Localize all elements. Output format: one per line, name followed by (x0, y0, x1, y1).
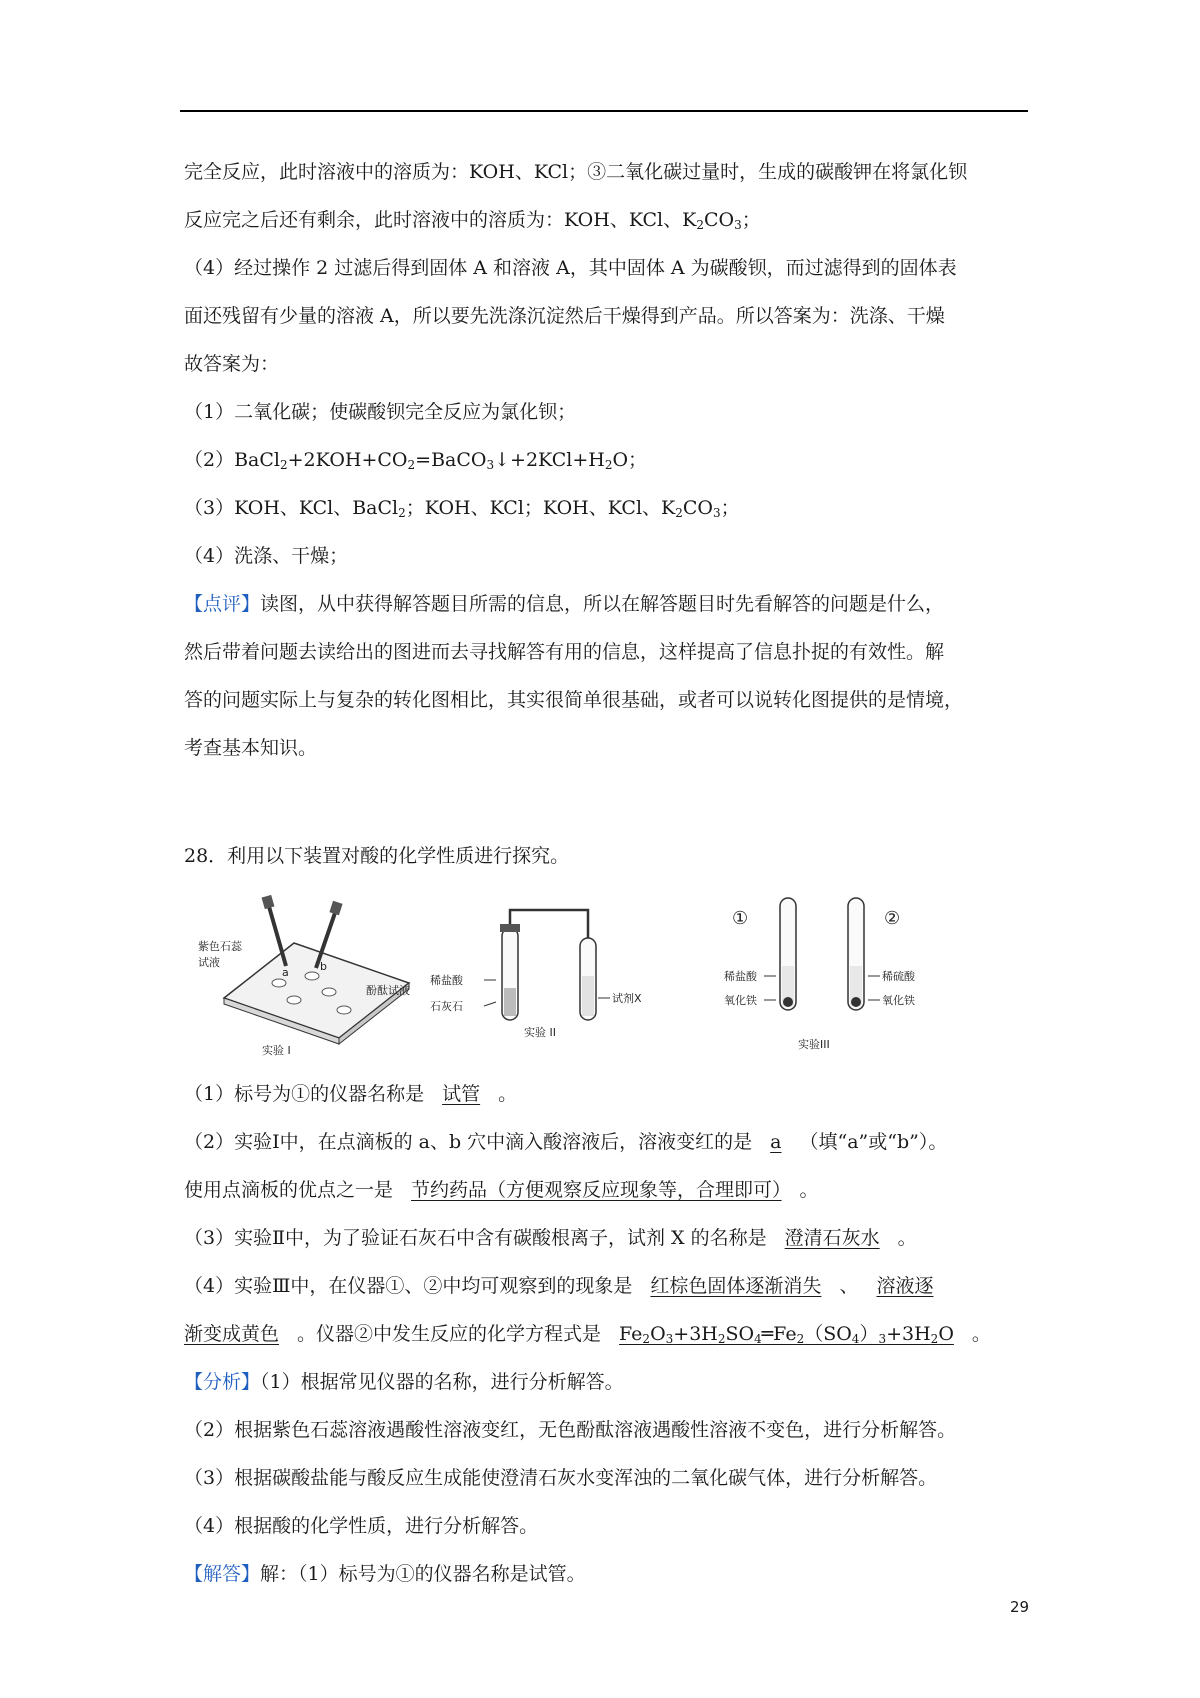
svg-text:实验 II: 实验 II (524, 1026, 556, 1039)
answer-line: （4）实验Ⅲ中，在仪器①、②中均可观察到的现象是 红棕色固体逐渐消失 、 溶液逐 (184, 1275, 934, 1297)
text-line: 完全反应，此时溶液中的溶质为：KOH、KCl；③二氧化碳过量时，生成的碳酸钾在将氯化钡 (184, 161, 968, 183)
svg-text:氧化铁: 氧化铁 (882, 994, 915, 1007)
text-line: 然后带着问题去读给出的图进而去寻找解答有用的信息，这样提高了信息扑捉的有效性。解 (184, 641, 945, 663)
answer-line: （3）实验Ⅱ中，为了验证石灰石中含有碳酸根离子，试剂 X 的名称是 澄清石灰水 。 (184, 1227, 917, 1249)
analysis-line: （4）根据酸的化学性质，进行分析解答。 (184, 1515, 539, 1537)
analysis-tag: 【分析】 (184, 1371, 261, 1393)
answer-blank: 试管 (442, 1083, 481, 1105)
svg-text:稀盐酸: 稀盐酸 (724, 970, 757, 983)
svg-text:②: ② (884, 908, 901, 929)
svg-text:石灰石: 石灰石 (430, 1000, 463, 1013)
text-line: 答的问题实际上与复杂的转化图相比，其实很简单很基础，或者可以说转化图提供的是情境， (184, 689, 964, 711)
question-title: 28．利用以下装置对酸的化学性质进行探究。 (184, 845, 570, 867)
svg-text:稀盐酸: 稀盐酸 (430, 974, 463, 987)
page-number: 29 (1010, 1598, 1030, 1616)
experiment-3 (724, 898, 916, 1051)
text-line: 故答案为： (184, 353, 280, 375)
equation-line: $(2)BaCl_2+2KOH+CO_2=BaCO_3↓+2KCl+H_2O$； (184, 449, 648, 472)
experiment-2 (430, 910, 642, 1039)
text-line: （4）经过操作 2 过滤后得到固体 A 和溶液 A，其中固体 A 为碳酸钡，而过滤得到的固体表 (184, 257, 957, 279)
answer-blank: a (770, 1131, 782, 1153)
answer-blank: 溶液逐 (876, 1275, 934, 1297)
solution-tag: 【解答】 (184, 1563, 261, 1585)
answer-blank: 澄清石灰水 (784, 1227, 880, 1249)
svg-text:试液: 试液 (198, 956, 220, 969)
svg-text:稀硫酸: 稀硫酸 (882, 970, 915, 983)
text-line: （4）洗涤、干燥； (184, 545, 349, 567)
answer-line: （2）实验Ⅰ中，在点滴板的 a、b 穴中滴入酸溶液后，溶液变红的是 a （填“a”或“b”）。 (184, 1131, 948, 1153)
answer-blank: 红棕色固体逐渐消失 (650, 1275, 822, 1297)
answer-line: 使用点滴板的优点之一是 节约药品（方便观察反应现象等，合理即可） 。 (184, 1179, 819, 1201)
answer-line: 渐变成黄色 。仪器②中发生反应的化学方程式是 $Fe_2O_3+3H_2SO_4═Fe_2(SO_4)_3+3H_2O$ 。 (184, 1323, 991, 1346)
experiment-1 (198, 895, 410, 1057)
solution-line: 【解答】解：（1）标号为①的仪器名称是试管。 (184, 1563, 586, 1585)
text-line: （1）二氧化碳；使碳酸钡完全反应为氯化钡； (184, 401, 577, 423)
experiment-figure (184, 888, 1028, 1058)
svg-text:b: b (320, 960, 327, 973)
text-line: 反应完之后还有剩余，此时溶液中的溶质为：KOH、KCl、$K_2CO_3$； (184, 209, 761, 232)
analysis-line: 【分析】（1）根据常见仪器的名称，进行分析解答。 (184, 1371, 624, 1393)
answer-blank: 渐变成黄色 (184, 1323, 280, 1345)
answer-line: （1）标号为①的仪器名称是 试管 。 (184, 1083, 518, 1105)
answer-blank: 节约药品（方便观察反应现象等，合理即可） (411, 1179, 782, 1201)
svg-text:实验 I: 实验 I (262, 1044, 291, 1057)
text-line: 面还残留有少量的溶液 A，所以要先洗涤沉淀然后干燥得到产品。所以答案为：洗涤、干燥 (184, 305, 945, 327)
svg-text:①: ① (732, 908, 749, 929)
svg-text:试剂X: 试剂X (612, 992, 642, 1005)
header-rule (180, 110, 1028, 112)
experiment-diagram (184, 888, 944, 1058)
equation-blank: $Fe_2O_3+3H_2SO_4═Fe_2(SO_4)_3+3H_2O$ (619, 1323, 954, 1346)
svg-text:实验III: 实验III (798, 1038, 830, 1051)
analysis-line: （3）根据碳酸盐能与酸反应生成能使澄清石灰水变浑浊的二氧化碳气体，进行分析解答。 (184, 1467, 938, 1489)
comment-line: 【点评】读图，从中获得解答题目所需的信息，所以在解答题目时先看解答的问题是什么， (184, 593, 945, 615)
svg-text:氧化铁: 氧化铁 (724, 994, 757, 1007)
svg-text:紫色石蕊: 紫色石蕊 (198, 940, 242, 953)
analysis-line: （2）根据紫色石蕊溶液遇酸性溶液变红，无色酚酞溶液遇酸性溶液不变色，进行分析解答。 (184, 1419, 957, 1441)
page-content (184, 148, 1028, 1598)
comment-tag: 【点评】 (184, 593, 261, 615)
svg-text:酚酞试液: 酚酞试液 (366, 984, 410, 997)
svg-text:a: a (282, 966, 289, 979)
text-line: 考查基本知识。 (184, 737, 318, 759)
text-line: （3）KOH、KCl、BaCl$_2$；KOH、KCl；KOH、KCl、$K_2CO_3$； (184, 497, 740, 520)
